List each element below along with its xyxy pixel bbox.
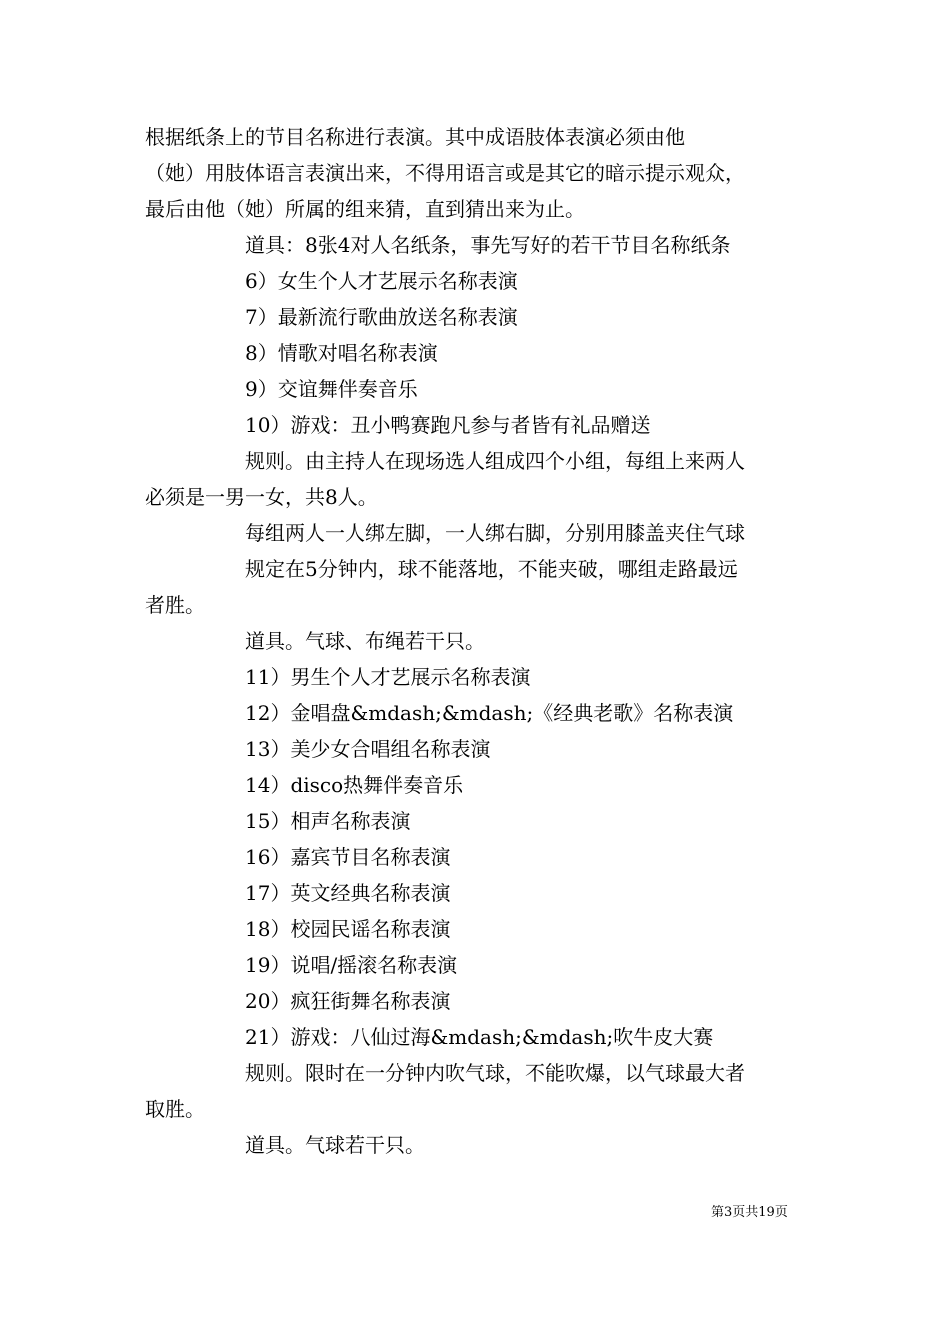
paragraph-line: 必须是一男一女，共8人。 [145,485,378,509]
rules-line: 规则。限时在一分钟内吹气球，不能吹爆，以气球最大者 [245,1061,745,1085]
program-item: 15）相声名称表演 [245,809,411,833]
program-item: 17）英文经典名称表演 [245,881,451,905]
program-item: 7）最新流行歌曲放送名称表演 [245,305,518,329]
program-item: 16）嘉宾节目名称表演 [245,845,451,869]
rules-line: 规则。由主持人在现场选人组成四个小组，每组上来两人 [245,449,745,473]
program-item: 18）校园民谣名称表演 [245,917,451,941]
program-item: 8）情歌对唱名称表演 [245,341,438,365]
program-item: 11）男生个人才艺展示名称表演 [245,665,531,689]
paragraph-line: 者胜。 [145,593,205,617]
program-item: 6）女生个人才艺展示名称表演 [245,269,518,293]
paragraph-line: 取胜。 [145,1097,205,1121]
program-item: 9）交谊舞伴奏音乐 [245,377,418,401]
paragraph-line: 规定在5分钟内，球不能落地，不能夹破，哪组走路最远 [245,557,738,581]
paragraph-line: 最后由他（她）所属的组来猜，直到猜出来为止。 [145,197,585,221]
program-item: 12）金唱盘&mdash;&mdash;《经典老歌》名称表演 [245,701,734,725]
program-item: 14）disco热舞伴奏音乐 [245,773,464,797]
props-line: 道具。气球、布绳若干只。 [245,629,485,653]
program-item: 13）美少女合唱组名称表演 [245,737,491,761]
page-number: 第3页共19页 [711,1205,788,1220]
paragraph-line: 根据纸条上的节目名称进行表演。其中成语肢体表演必须由他 [145,125,685,149]
program-item: 10）游戏：丑小鸭赛跑凡参与者皆有礼品赠送 [245,413,651,437]
program-item: 20）疯狂街舞名称表演 [245,989,451,1013]
program-item: 19）说唱/摇滚名称表演 [245,953,458,977]
props-line: 道具：8张4对人名纸条，事先写好的若干节目名称纸条 [245,233,731,257]
props-line: 道具。气球若干只。 [245,1133,425,1157]
program-item: 21）游戏：八仙过海&mdash;&mdash;吹牛皮大赛 [245,1025,714,1049]
paragraph-line: 每组两人一人绑左脚，一人绑右脚，分别用膝盖夹住气球 [245,521,745,545]
paragraph-line: （她）用肢体语言表演出来，不得用语言或是其它的暗示提示观众， [145,161,745,185]
